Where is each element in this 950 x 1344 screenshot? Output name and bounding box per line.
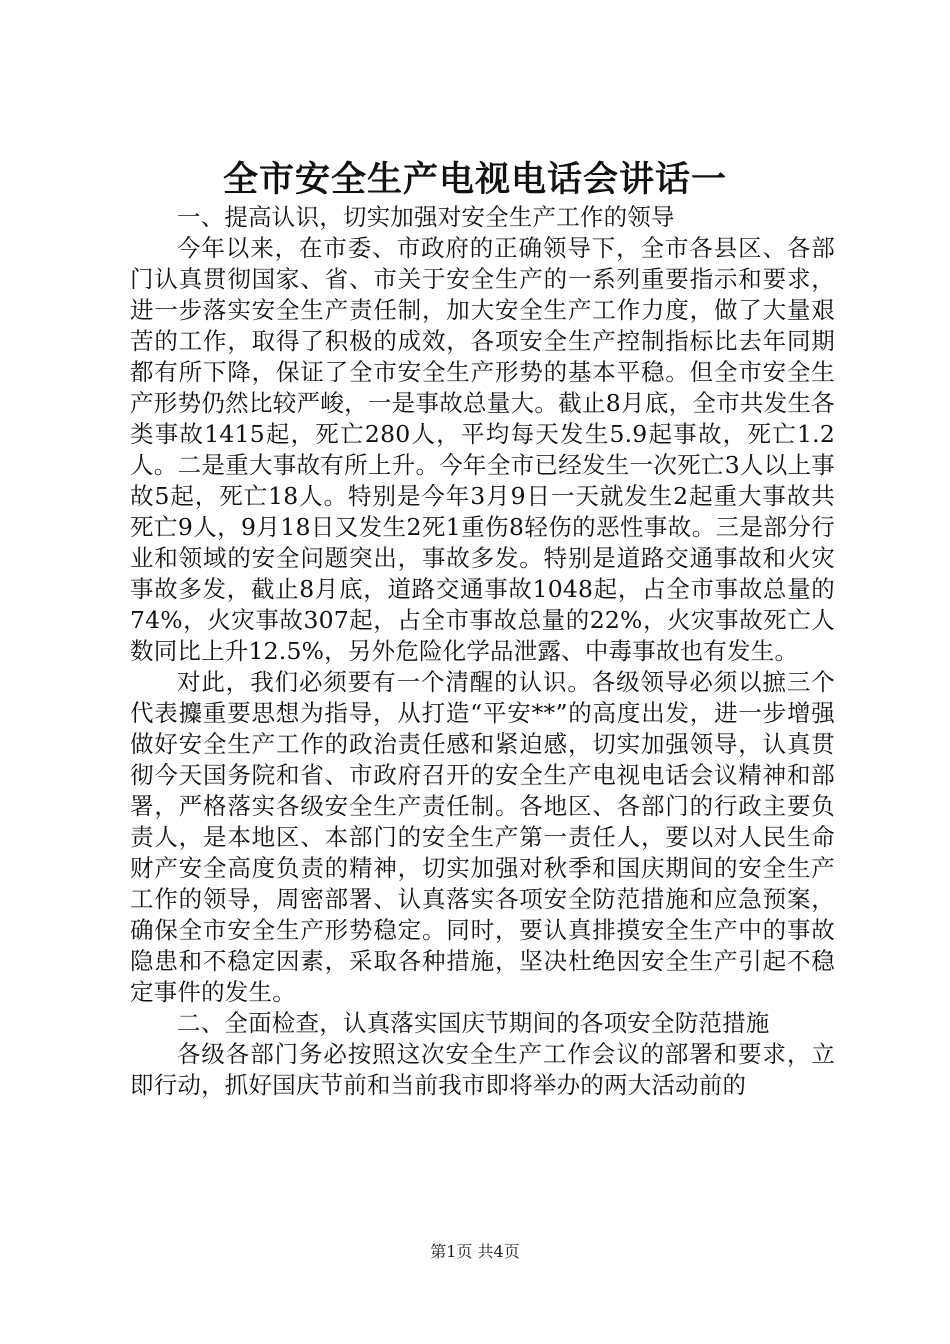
body-paragraph-1: 今年以来，在市委、市政府的正确领导下，全市各县区、各部门认真贯彻国家、省、市关于安全生产的一系列重要指示和要求，进一步落实安全生产责任制，加大安全生产工作力度，做了大量艰苦的工作，取得了积极的成效，各项安全生产控制指标比去年同期都有所下降，保证了全市安全生产形势的基本平稳。但全市安全生产形势仍然比较严峻，一是事故总量大。截止8月底，全市共发生各类事故1415起，死亡280人，平均每天发生5.9起事故，死亡1.2人。二是重大事故有所上升。今年全市已经发生一次死亡3人以上事故5起，死亡18人。特别是今年3月9日一天就发生2起重大事故共死亡9人，9月18日又发生2死1重伤8轻伤的恶性事故。三是部分行业和领域的安全问题突出，事故多发。特别是道路交通事故和火灾事故多发，截止8月底，道路交通事故1048起，占全市事故总量的74%，火灾事故307起，占全市事故总量的22%，火灾事故死亡人数同比上升12.5%，另外危险化学品泄露、中毒事故也有发生。 <box>130 234 835 665</box>
page-number-footer: 第1页 共4页 <box>430 1242 520 1261</box>
document-title: 全市安全生产电视电话会讲话一 <box>222 159 727 200</box>
section-heading-1: 一、提高认识，切实加强对安全生产工作的领导 <box>177 203 675 231</box>
document-body <box>130 202 835 1101</box>
body-paragraph-2: 对此，我们必须要有一个清醒的认识。各级领导必须以摭三个代表攗重要思想为指导，从打造“平安**”的高度出发，进一步增强做好安全生产工作的政治责任感和紧迫感，切实加强领导，认真贯彻今天国务院和省、市政府召开的安全生产电视电话会议精神和部署，严格落实各级安全生产责任制。各地区、各部门的行政主要负责人，是本地区、本部门的安全生产第一责任人，要以对人民生命财产安全高度负责的精神，切实加强对秋季和国庆期间的安全生产工作的领导，周密部署、认真落实各项安全防范措施和应急预案，确保全市安全生产形势稳定。同时，要认真排摸安全生产中的事故隐患和不稳定因素，采取各种措施，坚决杜绝因安全生产引起不稳定事件的发生。 <box>130 668 835 1006</box>
section-heading-2: 二、全面检查，认真落实国庆节期间的各项安全防范措施 <box>177 1009 770 1037</box>
body-paragraph-3: 各级各部门务必按照这次安全生产工作会议的部署和要求，立即行动，抓好国庆节前和当前我市即将举办的两大活动前的 <box>130 1040 835 1099</box>
